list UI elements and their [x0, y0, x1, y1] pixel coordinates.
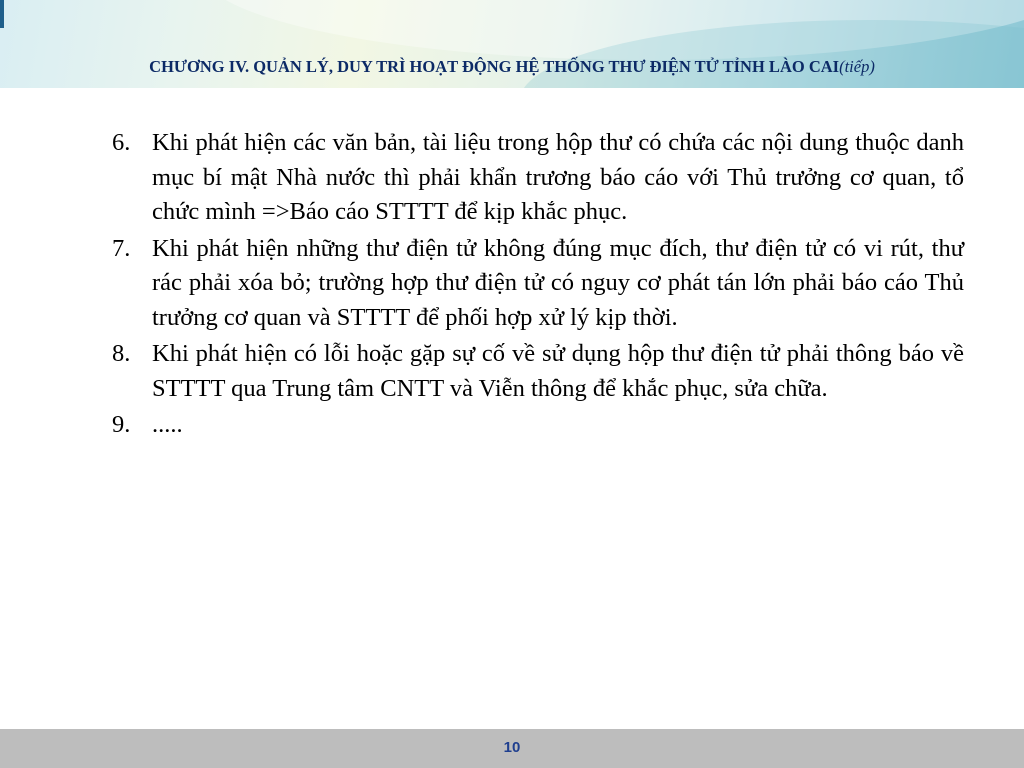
list-item-text: Khi phát hiện có lỗi hoặc gặp sự cố về sử dụng hộp thư điện tử phải thông báo về STTTT qua Trung tâm CNTT và Viễn thông để khắc phục, sửa chữa.	[152, 340, 964, 402]
list-item-9	[112, 408, 964, 443]
list-item-number: 7.	[112, 234, 131, 262]
header-band	[0, 0, 1024, 88]
list-item-number: 8.	[112, 340, 131, 367]
list-item-6	[112, 126, 964, 230]
slide-title-text: CHƯƠNG IV. QUẢN LÝ, DUY TRÌ HOẠT ĐỘNG HỆ THỐNG THƯ ĐIỆN TỬ TỈNH LÀO CAI	[149, 57, 840, 76]
list-item-7	[112, 232, 964, 336]
corner-mark	[0, 0, 4, 28]
footer-bar	[0, 729, 1024, 768]
content-list	[112, 126, 964, 445]
list-item-8	[112, 337, 964, 406]
slide-title-suffix: (tiếp)	[839, 57, 875, 76]
list-item-number: 6.	[112, 129, 131, 156]
list-item-text: Khi phát hiện những thư điện tử không đúng mục đích, thư điện tử có vi rút, thư rác phải xóa bỏ; trường hợp thư điện tử có nguy cơ phát tán lớn phải báo cáo Thủ trưởng cơ quan và STTTT để phối hợp xử lý kịp thời.	[152, 234, 964, 331]
list-item-number: 9.	[112, 411, 131, 438]
slide-title	[0, 57, 1024, 77]
list-item-text: Khi phát hiện các văn bản, tài liệu trong hộp thư có chứa các nội dung thuộc danh mục bí mật Nhà nước thì phải khẩn trương báo cáo với Thủ trưởng cơ quan, tổ chức mình =>Báo cáo STTTT để kịp khắc phục.	[152, 129, 964, 225]
page-number: 10	[503, 739, 521, 756]
list-item-text: .....	[152, 411, 183, 438]
